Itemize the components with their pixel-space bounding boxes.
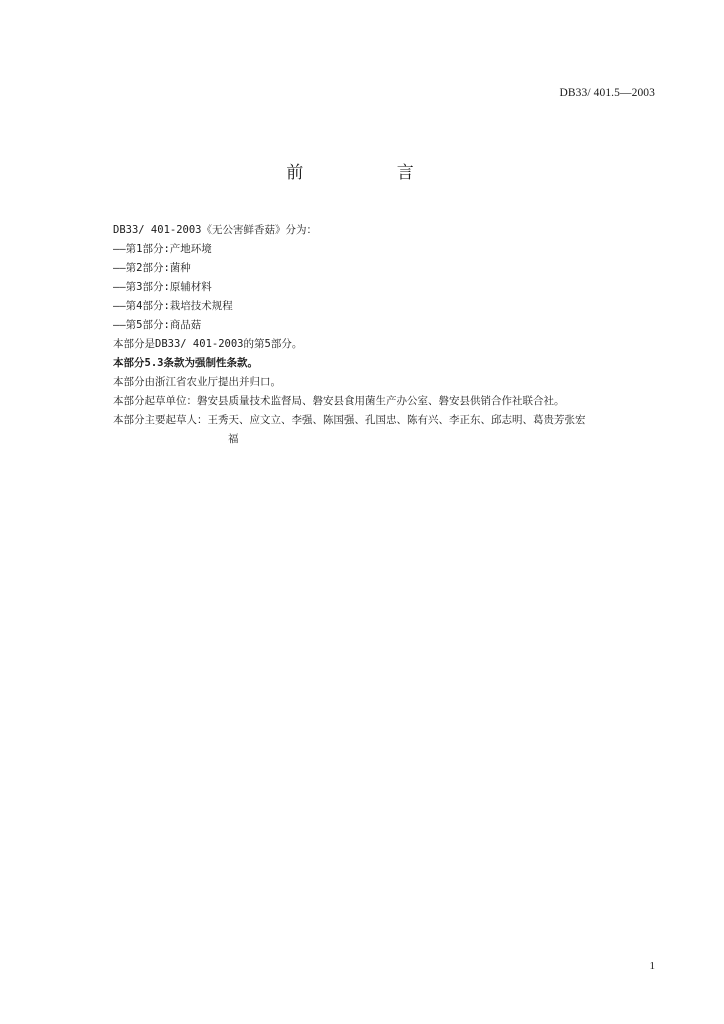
document-code: DB33/ 401.5—2003	[559, 87, 655, 99]
intro-line: DB33/ 401-2003《无公害鲜香菇》分为：	[113, 224, 318, 236]
drafting-units-line: 本部分起草单位：磐安县质量技术监督局、磐安县食用菌生产办公室、磐安县供销合作社联合社。	[113, 395, 565, 407]
part-statement-line: 本部分是DB33/ 401-2003的第5部分。	[113, 338, 303, 350]
proposer-line: 本部分由浙江省农业厅提出并归口。	[113, 376, 281, 388]
foreword-body	[113, 221, 658, 449]
mandatory-clause-line: 本部分5.3条款为强制性条款。	[113, 357, 258, 369]
part-1-line: ——第1部分:产地环境	[113, 243, 212, 255]
part-2-line: ——第2部分:菌种	[113, 262, 191, 274]
page-number: 1	[649, 960, 655, 972]
part-3-line: ——第3部分:原辅材料	[113, 281, 212, 293]
part-5-line: ——第5部分:商品菇	[113, 319, 202, 331]
drafters-line: 本部分主要起草人：王秀天、应文立、李强、陈国强、孔国忠、陈有兴、李正东、邱志明、葛贵芳张宏	[113, 414, 586, 426]
drafters-line-continued: 福	[228, 433, 239, 445]
page-title: 前 言	[286, 163, 458, 183]
part-4-line: ——第4部分:栽培技术规程	[113, 300, 233, 312]
